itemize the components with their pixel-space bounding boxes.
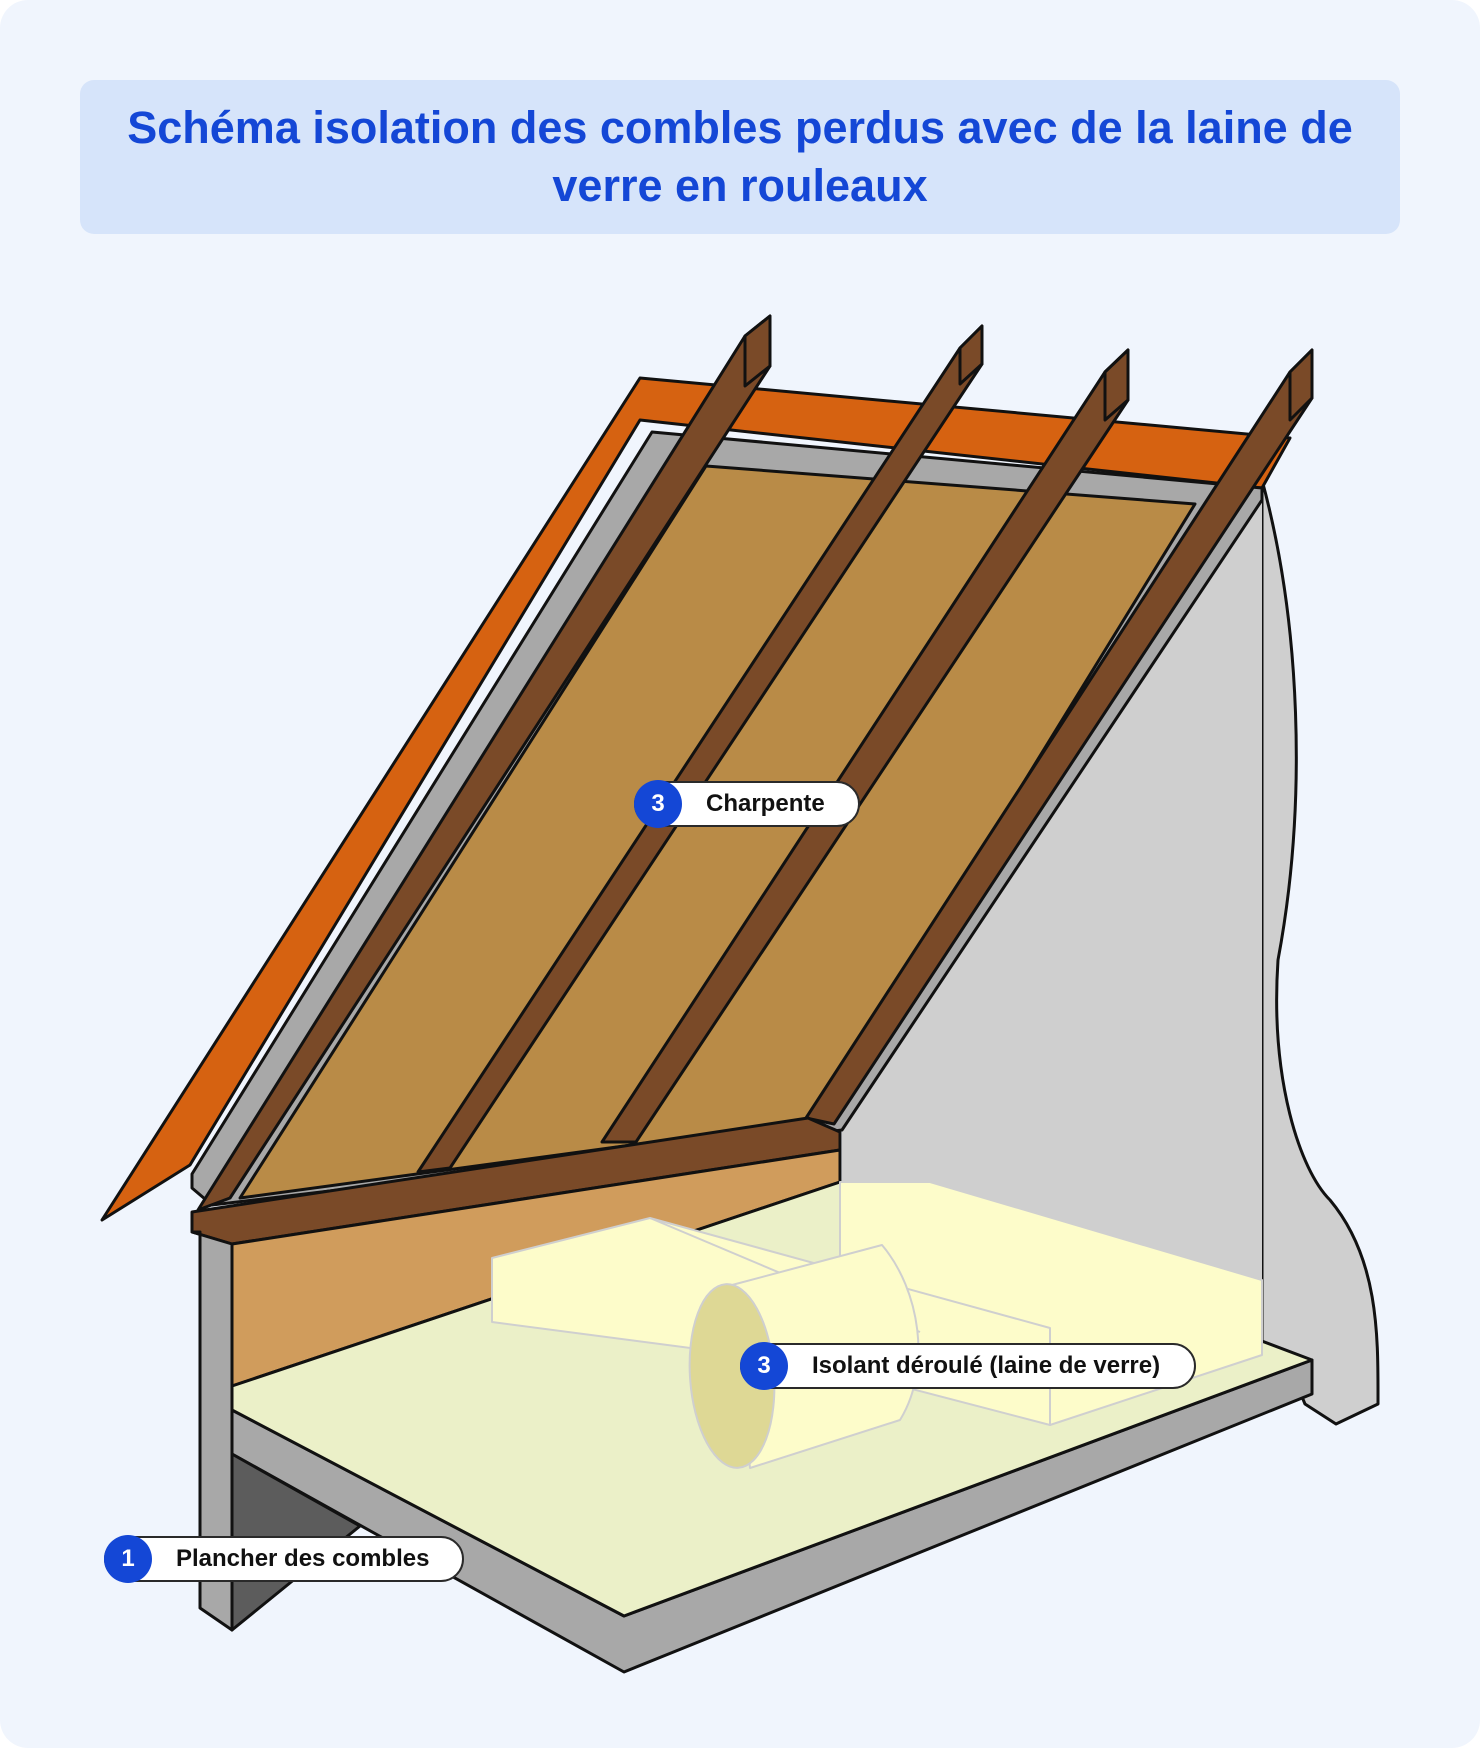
callout-charpente — [634, 781, 860, 827]
callout-plancher — [104, 1536, 464, 1582]
rafter-3-top — [1105, 350, 1128, 420]
rafter-1-top — [745, 316, 770, 386]
gable-wall — [1262, 480, 1378, 1424]
callout-number-badge: 3 — [740, 1342, 788, 1390]
callout-text: Plancher des combles — [176, 1545, 430, 1572]
callout-number-badge: 1 — [104, 1535, 152, 1583]
callout-isolant — [740, 1343, 1196, 1389]
rafter-2-top — [960, 326, 982, 384]
rafter-4-top — [1290, 350, 1312, 420]
callout-text: Isolant déroulé (laine de verre) — [812, 1352, 1161, 1379]
callout-text: Charpente — [706, 790, 825, 817]
callout-number-badge: 3 — [634, 780, 682, 828]
diagram-title: Schéma isolation des combles perdus avec de la laine de verre en rouleaux — [127, 102, 1353, 211]
